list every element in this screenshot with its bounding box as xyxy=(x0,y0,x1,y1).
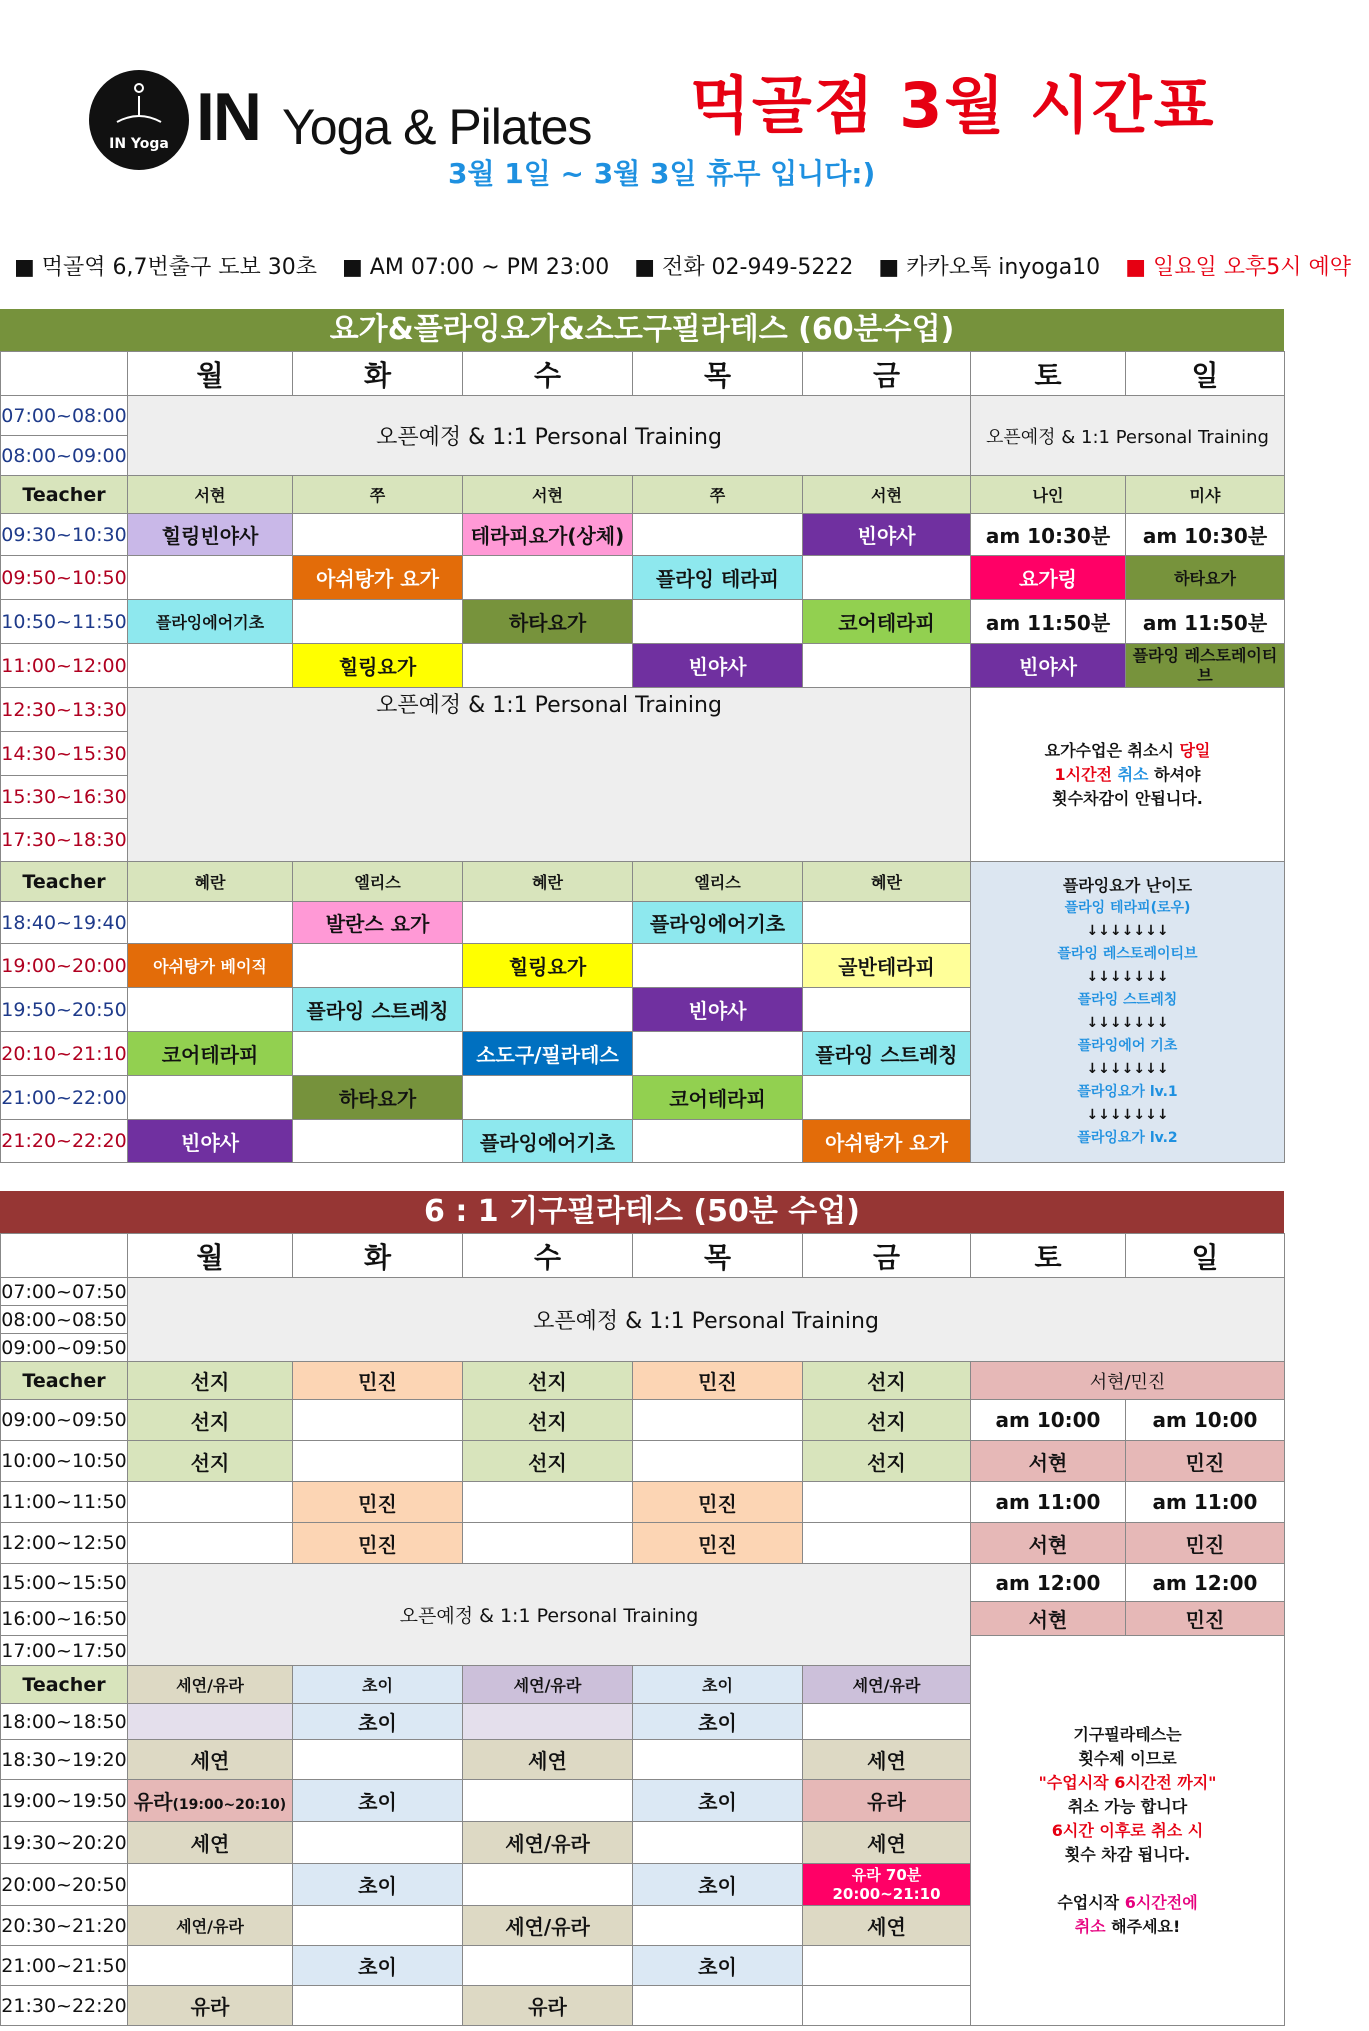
day-mon: 월 xyxy=(128,352,293,396)
class-cell: am 11:50분 xyxy=(1126,600,1285,644)
time-cell: 11:00~11:50 xyxy=(1,1482,128,1523)
class-cell xyxy=(293,1032,463,1076)
logo-in: IN xyxy=(196,79,260,155)
pilates-timetable xyxy=(0,1233,1285,2026)
class-cell xyxy=(463,1704,633,1740)
class-cell: 서현 xyxy=(971,1523,1126,1564)
time-cell: 09:50~10:50 xyxy=(1,556,128,600)
teacher-row xyxy=(1,862,1285,902)
class-cell: 세연/유라 xyxy=(463,1822,633,1864)
day-wed: 수 xyxy=(463,352,633,396)
day-sat: 토 xyxy=(971,1234,1126,1278)
class-cell: 세연/유라 xyxy=(463,1906,633,1946)
note-text: 취소 가능 합니다 xyxy=(1067,1796,1188,1816)
class-cell: 민진 xyxy=(293,1523,463,1564)
info-sunday: ■ 일요일 오후5시 예약 xyxy=(1125,255,1351,280)
flying-levels xyxy=(971,862,1285,1163)
class-cell xyxy=(128,556,293,600)
class-cell: 소도구/필라테스 xyxy=(463,1032,633,1076)
time-cell: 21:30~22:20 xyxy=(1,1986,128,2026)
class-cell xyxy=(128,1704,293,1740)
time-cell: 17:30~18:30 xyxy=(1,819,128,862)
class-cell xyxy=(803,902,971,944)
note-text: 횟수차감이 안됩니다. xyxy=(1052,788,1203,808)
level-item: 플라잉요가 lv.2 xyxy=(1077,1130,1178,1146)
class-cell: 하타요가 xyxy=(463,600,633,644)
note-text: 취소 xyxy=(1117,764,1149,784)
note-text: 요가수업은 취소시 xyxy=(1044,740,1180,760)
class-cell: 민진 xyxy=(1126,1602,1285,1636)
teacher-label: Teacher xyxy=(1,862,128,902)
class-cell: 유라 xyxy=(803,1780,971,1822)
down-arrow-icon: ↓↓↓↓↓↓↓ xyxy=(1086,1061,1169,1077)
class-cell: 초이 xyxy=(293,1704,463,1740)
class-cell: 플라잉에어기초 xyxy=(633,902,803,944)
class-cell: 선지 xyxy=(463,1400,633,1441)
note-text: 6시간전에 xyxy=(1124,1892,1198,1912)
class-cell xyxy=(293,1906,463,1946)
class-cell xyxy=(293,514,463,556)
class-cell: 선지 xyxy=(128,1441,293,1482)
level-item: 플라잉요가 lv.1 xyxy=(1077,1084,1178,1100)
note-text: 6시간 이후로 취소 시 xyxy=(1051,1820,1204,1840)
class-cell: 플라잉 테라피 xyxy=(633,556,803,600)
logo-yoga-pilates: Yoga & Pilates xyxy=(282,99,592,155)
class-cell xyxy=(293,1441,463,1482)
class-cell xyxy=(463,556,633,600)
class-cell: 민진 xyxy=(633,1482,803,1523)
level-item: 플라잉 스트레칭 xyxy=(1077,992,1178,1008)
yoga-cancel-note xyxy=(971,688,1285,862)
class-cell xyxy=(633,1032,803,1076)
class-cell: 선지 xyxy=(128,1400,293,1441)
time-cell: 09:00~09:50 xyxy=(1,1334,128,1362)
time-cell: 18:30~19:20 xyxy=(1,1740,128,1780)
class-cell xyxy=(633,600,803,644)
down-arrow-icon: ↓↓↓↓↓↓↓ xyxy=(1086,923,1169,939)
info-hours: ■ AM 07:00 ~ PM 23:00 xyxy=(342,255,610,280)
class-cell: 세연 xyxy=(128,1822,293,1864)
teacher-cell: 민진 xyxy=(633,1362,803,1400)
class-cell xyxy=(633,1986,803,2026)
note-text: 당일 xyxy=(1179,740,1211,760)
class-cell xyxy=(128,1076,293,1120)
down-arrow-icon: ↓↓↓↓↓↓↓ xyxy=(1086,969,1169,985)
class-cell: 플라잉에어기초 xyxy=(463,1120,633,1163)
class-cell: 발란스 요가 xyxy=(293,902,463,944)
class-cell: 민진 xyxy=(293,1482,463,1523)
class-cell: 선지 xyxy=(803,1400,971,1441)
class-cell xyxy=(463,644,633,688)
class-cell: am 12:00 xyxy=(1126,1564,1285,1602)
day-wed: 수 xyxy=(463,1234,633,1278)
time-cell: 12:00~12:50 xyxy=(1,1523,128,1564)
teacher-cell: 엘리스 xyxy=(633,862,803,902)
teacher-cell: 세연/유라 xyxy=(463,1666,633,1704)
time-cell: 08:00~09:00 xyxy=(1,436,128,476)
time-cell: 12:30~13:30 xyxy=(1,688,128,732)
class-cell: 힐링빈야사 xyxy=(128,514,293,556)
open-training: 오픈예정 & 1:1 Personal Training xyxy=(128,396,971,476)
note-text: 취소 xyxy=(1074,1916,1106,1936)
class-cell: 초이 xyxy=(633,1864,803,1906)
class-cell xyxy=(463,1482,633,1523)
note-text: 하셔야 xyxy=(1148,764,1201,784)
class-cell: 선지 xyxy=(803,1441,971,1482)
time-cell: 19:50~20:50 xyxy=(1,988,128,1032)
class-cell: am 10:30분 xyxy=(1126,514,1285,556)
class-cell: 초이 xyxy=(633,1780,803,1822)
class-cell: 세연 xyxy=(463,1740,633,1780)
time-cell: 14:30~15:30 xyxy=(1,732,128,776)
time-cell: 19:00~20:00 xyxy=(1,944,128,988)
class-cell xyxy=(128,902,293,944)
teacher-cell: 초이 xyxy=(633,1666,803,1704)
note-text: 횟수 차감 됩니다. xyxy=(1064,1844,1191,1864)
class-cell: 초이 xyxy=(293,1946,463,1986)
time-cell: 19:00~19:50 xyxy=(1,1780,128,1822)
teacher-cell: 엘리스 xyxy=(293,862,463,902)
class-cell: 서현 xyxy=(971,1441,1126,1482)
time-cell: 16:00~16:50 xyxy=(1,1602,128,1636)
yoga-day-header xyxy=(1,352,1285,396)
logo-small-text: IN Yoga xyxy=(109,136,169,152)
class-cell xyxy=(293,1120,463,1163)
class-cell: am 10:00 xyxy=(1126,1400,1285,1441)
teacher-cell: 서현 xyxy=(128,476,293,514)
class-cell: 빈야사 xyxy=(128,1120,293,1163)
class-cell: 코어테라피 xyxy=(633,1076,803,1120)
time-cell: 17:00~17:50 xyxy=(1,1636,128,1666)
time-cell: 20:30~21:20 xyxy=(1,1906,128,1946)
holiday-notice: 3월 1일 ~ 3월 3일 휴무 입니다:) xyxy=(448,157,876,190)
class-cell xyxy=(803,1482,971,1523)
level-item: 플라잉 레스토레이티브 xyxy=(1057,946,1198,962)
class-cell xyxy=(633,944,803,988)
note-text: 수업시작 xyxy=(1057,1892,1125,1912)
day-tue: 화 xyxy=(293,352,463,396)
teacher-cell: 혜란 xyxy=(128,862,293,902)
class-cell xyxy=(293,1986,463,2026)
class-cell xyxy=(803,1986,971,2026)
class-cell: am 10:00 xyxy=(971,1400,1126,1441)
time-cell: 11:00~12:00 xyxy=(1,644,128,688)
class-cell: 아쉬탕가 베이직 xyxy=(128,944,293,988)
class-cell: am 11:00 xyxy=(1126,1482,1285,1523)
class-cell: 초이 xyxy=(633,1946,803,1986)
teacher-cell: 쭈 xyxy=(633,476,803,514)
level-item: 플라잉 테라피(로우) xyxy=(1064,900,1191,916)
yoga-timetable xyxy=(0,351,1285,1163)
class-cell: 플라잉에어기초 xyxy=(128,600,293,644)
yoga-figure-icon xyxy=(109,82,169,132)
class-cell: 하타요가 xyxy=(293,1076,463,1120)
open-training-midday: 오픈예정 & 1:1 Personal Training xyxy=(128,1564,971,1666)
class-cell: 세연 xyxy=(803,1822,971,1864)
time-cell: 18:00~18:50 xyxy=(1,1704,128,1740)
teacher-row xyxy=(1,476,1285,514)
info-bar xyxy=(14,250,1369,281)
class-name: 유라 xyxy=(133,1790,173,1814)
class-cell xyxy=(128,1780,293,1822)
class-cell: 서현 xyxy=(971,1602,1126,1636)
class-cell: 민진 xyxy=(633,1523,803,1564)
open-training: 오픈예정 & 1:1 Personal Training xyxy=(128,1278,1285,1362)
class-cell: 골반테라피 xyxy=(803,944,971,988)
class-cell xyxy=(633,514,803,556)
class-cell: 요가링 xyxy=(971,556,1126,600)
teacher-cell: 선지 xyxy=(128,1362,293,1400)
down-arrow-icon: ↓↓↓↓↓↓↓ xyxy=(1086,1015,1169,1031)
day-sun: 일 xyxy=(1126,352,1285,396)
day-sat: 토 xyxy=(971,352,1126,396)
class-cell: 세연/유라 xyxy=(128,1906,293,1946)
teacher-label: Teacher xyxy=(1,1666,128,1704)
time-cell: 18:40~19:40 xyxy=(1,902,128,944)
class-cell xyxy=(803,644,971,688)
class-cell: am 10:30분 xyxy=(971,514,1126,556)
class-time: 20:00~21:10 xyxy=(832,1884,941,1903)
note-text: 1시간전 xyxy=(1054,764,1118,784)
class-cell: 빈야사 xyxy=(633,988,803,1032)
day-thu: 목 xyxy=(633,1234,803,1278)
time-cell: 15:00~15:50 xyxy=(1,1564,128,1602)
class-cell xyxy=(633,1740,803,1780)
time-cell: 10:50~11:50 xyxy=(1,600,128,644)
header xyxy=(0,0,1284,235)
class-cell xyxy=(803,1076,971,1120)
day-tue: 화 xyxy=(293,1234,463,1278)
class-cell xyxy=(803,1864,971,1906)
note-text: 기구필라테스는 xyxy=(1073,1724,1182,1744)
class-cell: 빈야사 xyxy=(633,644,803,688)
pilates-day-header xyxy=(1,1234,1285,1278)
note-text: "수업시작 6시간전 까지" xyxy=(1038,1772,1217,1792)
class-cell xyxy=(128,644,293,688)
pilates-cancel-note xyxy=(971,1636,1285,2026)
class-cell xyxy=(803,1704,971,1740)
teacher-cell: 나인 xyxy=(971,476,1126,514)
class-cell xyxy=(128,1864,293,1906)
note-text: 횟수제 이므로 xyxy=(1078,1748,1177,1768)
class-cell: 세연 xyxy=(803,1740,971,1780)
teacher-label: Teacher xyxy=(1,1362,128,1400)
class-cell: 아쉬탕가 요가 xyxy=(803,1120,971,1163)
class-cell xyxy=(293,1740,463,1780)
class-cell: 초이 xyxy=(633,1704,803,1740)
class-time: (19:00~20:10) xyxy=(172,1797,287,1813)
class-cell xyxy=(293,1400,463,1441)
teacher-cell: 서현 xyxy=(463,476,633,514)
class-cell xyxy=(803,1946,971,1986)
teacher-label: Teacher xyxy=(1,476,128,514)
class-cell: 세연 xyxy=(128,1740,293,1780)
class-cell: 민진 xyxy=(1126,1523,1285,1564)
class-cell: 테라피요가(상체) xyxy=(463,514,633,556)
info-phone: ■ 전화 02-949-5222 xyxy=(634,255,854,280)
class-cell: 빈야사 xyxy=(803,514,971,556)
class-cell: 세연 xyxy=(803,1906,971,1946)
info-kakao: ■ 카카오톡 inyoga10 xyxy=(878,255,1101,280)
class-cell xyxy=(463,1946,633,1986)
class-cell: 힐링요가 xyxy=(293,644,463,688)
class-cell: 힐링요가 xyxy=(463,944,633,988)
class-cell xyxy=(463,988,633,1032)
class-cell: 초이 xyxy=(293,1780,463,1822)
teacher-cell: 세연/유라 xyxy=(128,1666,293,1704)
class-cell xyxy=(293,600,463,644)
class-cell xyxy=(463,1780,633,1822)
class-cell xyxy=(128,1523,293,1564)
class-cell: 하타요가 xyxy=(1126,556,1285,600)
class-cell xyxy=(128,988,293,1032)
class-cell: 플라잉 스트레칭 xyxy=(803,1032,971,1076)
class-cell xyxy=(633,1400,803,1441)
time-cell: 07:00~07:50 xyxy=(1,1278,128,1306)
time-cell: 21:00~21:50 xyxy=(1,1946,128,1986)
down-arrow-icon: ↓↓↓↓↓↓↓ xyxy=(1086,1107,1169,1123)
time-cell: 20:00~20:50 xyxy=(1,1864,128,1906)
time-cell: 15:30~16:30 xyxy=(1,776,128,819)
day-mon: 월 xyxy=(128,1234,293,1278)
class-name: 유라 70분 xyxy=(851,1865,922,1884)
teacher-cell: 쭈 xyxy=(293,476,463,514)
class-cell: 플라잉 레스토레이티브 xyxy=(1126,644,1285,688)
page-title: 먹골점 3월 시간표 xyxy=(690,69,1216,142)
day-fri: 금 xyxy=(803,1234,971,1278)
teacher-cell: 미샤 xyxy=(1126,476,1285,514)
open-training-weekend: 오픈예정 & 1:1 Personal Training xyxy=(971,396,1285,476)
level-item: 플라잉에어 기초 xyxy=(1077,1038,1178,1054)
teacher-cell: 민진 xyxy=(293,1362,463,1400)
class-cell xyxy=(463,1523,633,1564)
class-cell xyxy=(803,988,971,1032)
time-cell: 09:30~10:30 xyxy=(1,514,128,556)
teacher-cell: 혜란 xyxy=(463,862,633,902)
class-cell xyxy=(463,1864,633,1906)
class-cell xyxy=(293,1822,463,1864)
time-cell: 08:00~08:50 xyxy=(1,1306,128,1334)
class-cell xyxy=(128,1482,293,1523)
class-cell xyxy=(803,556,971,600)
open-training-midday: 오픈예정 & 1:1 Personal Training xyxy=(128,688,971,862)
class-cell xyxy=(463,902,633,944)
teacher-cell: 선지 xyxy=(803,1362,971,1400)
class-cell: 플라잉 스트레칭 xyxy=(293,988,463,1032)
time-cell: 21:20~22:20 xyxy=(1,1120,128,1163)
brand-logo xyxy=(89,70,189,170)
class-cell: 아쉬탕가 요가 xyxy=(293,556,463,600)
teacher-cell: 혜란 xyxy=(803,862,971,902)
time-cell: 21:00~22:00 xyxy=(1,1076,128,1120)
day-fri: 금 xyxy=(803,352,971,396)
weekend-teachers: 서현/민진 xyxy=(971,1362,1285,1400)
class-cell: 코어테라피 xyxy=(128,1032,293,1076)
class-cell xyxy=(803,1523,971,1564)
time-cell: 19:30~20:20 xyxy=(1,1822,128,1864)
note-text: 해주세요! xyxy=(1105,1916,1181,1936)
class-cell: 유라 xyxy=(463,1986,633,2026)
class-cell xyxy=(633,1441,803,1482)
class-cell: 코어테라피 xyxy=(803,600,971,644)
yoga-section-title: 요가&플라잉요가&소도구필라테스 (60분수업) xyxy=(0,309,1284,351)
day-thu: 목 xyxy=(633,352,803,396)
info-location: ■ 먹골역 6,7번출구 도보 30초 xyxy=(14,255,318,280)
class-cell xyxy=(463,1076,633,1120)
teacher-cell: 세연/유라 xyxy=(803,1666,971,1704)
class-cell xyxy=(128,1946,293,1986)
class-cell: am 11:00 xyxy=(971,1482,1126,1523)
teacher-cell: 선지 xyxy=(463,1362,633,1400)
class-cell: 빈야사 xyxy=(971,644,1126,688)
pilates-section-title: 6 : 1 기구필라테스 (50분 수업) xyxy=(0,1191,1284,1233)
teacher-cell: 서현 xyxy=(803,476,971,514)
class-cell: 선지 xyxy=(463,1441,633,1482)
time-cell: 07:00~08:00 xyxy=(1,396,128,436)
time-cell: 20:10~21:10 xyxy=(1,1032,128,1076)
class-cell: am 12:00 xyxy=(971,1564,1126,1602)
class-cell xyxy=(633,1120,803,1163)
time-cell: 10:00~10:50 xyxy=(1,1441,128,1482)
class-cell xyxy=(633,1822,803,1864)
time-cell: 09:00~09:50 xyxy=(1,1400,128,1441)
day-sun: 일 xyxy=(1126,1234,1285,1278)
class-cell: 민진 xyxy=(1126,1441,1285,1482)
class-cell xyxy=(633,1906,803,1946)
class-cell: am 11:50분 xyxy=(971,600,1126,644)
levels-title: 플라잉요가 난이도 xyxy=(1062,876,1193,895)
teacher-row xyxy=(1,1362,1285,1400)
class-cell: 유라 xyxy=(128,1986,293,2026)
teacher-cell: 초이 xyxy=(293,1666,463,1704)
class-cell: 초이 xyxy=(293,1864,463,1906)
class-cell xyxy=(293,944,463,988)
